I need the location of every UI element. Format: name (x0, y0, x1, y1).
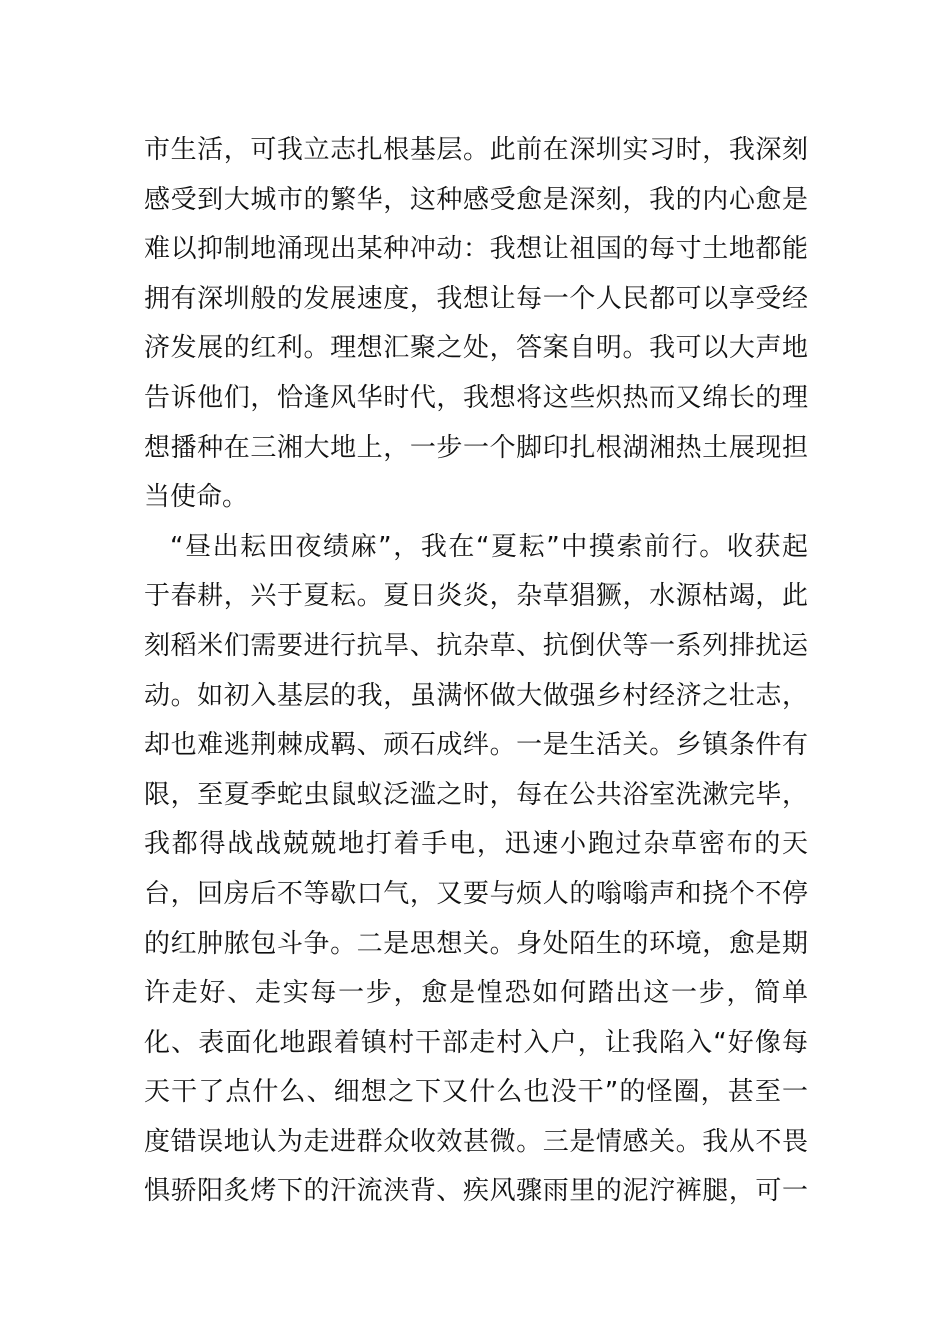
text-line: 难以抑制地涌现出某种冲动：我想让祖国的每寸土地都能 (144, 234, 808, 265)
paragraph-first-line: “昼出耘田夜绩麻”，我在“夏耘”中摸索前行。收获起 (170, 531, 808, 562)
text-line: 市生活，可我立志扎根基层。此前在深圳实习时，我深刻 (144, 135, 808, 165)
text-line: 想播种在三湘大地上，一步一个脚印扎根湖湘热土展现担 (144, 432, 808, 463)
body-text (144, 126, 808, 1217)
text-line: 动。如初入基层的我，虽满怀做大做强乡村经济之壮志， (144, 680, 808, 711)
text-line: 感受到大城市的繁华，这种感受愈是深刻，我的内心愈是 (144, 184, 808, 215)
text-line: 我都得战战兢兢地打着手电，迅速小跑过杂草密布的天 (144, 829, 808, 860)
text-line: 的红肿脓包斗争。二是思想关。身处陌生的环境，愈是期 (144, 928, 808, 959)
text-line: 济发展的红利。理想汇聚之处，答案自明。我可以大声地 (144, 333, 808, 364)
text-line: 台，回房后不等歇口气，又要与烦人的嗡嗡声和挠个不停 (144, 878, 808, 909)
text-line: 天干了点什么、细想之下又什么也没干”的怪圈，甚至一 (144, 1077, 808, 1108)
text-line: 当使命。 (144, 482, 249, 513)
text-line: 度错误地认为走进群众收效甚微。三是情感关。我从不畏 (144, 1126, 808, 1157)
text-line: 拥有深圳般的发展速度，我想让每一个人民都可以享受经 (144, 283, 808, 314)
text-line: 于春耕，兴于夏耘。夏日炎炎，杂草猖獗，水源枯竭，此 (144, 581, 808, 612)
text-line: 告诉他们，恰逢风华时代，我想将这些炽热而又绵长的理 (144, 382, 808, 413)
text-line: 惧骄阳炙烤下的汗流浃背、疾风骤雨里的泥泞裤腿，可一 (144, 1176, 808, 1207)
text-line: 许走好、走实每一步，愈是惶恐如何踏出这一步，简单 (144, 978, 808, 1009)
text-line: 刻稻米们需要进行抗旱、抗杂草、抗倒伏等一系列排扰运 (144, 630, 808, 661)
text-line: 却也难逃荆棘成羁、顽石成绊。一是生活关。乡镇条件有 (144, 730, 808, 761)
text-line: 限，至夏季蛇虫鼠蚁泛滥之时，每在公共浴室洗漱完毕， (144, 779, 808, 810)
text-line: 化、表面化地跟着镇村干部走村入户，让我陷入“好像每 (144, 1027, 808, 1058)
